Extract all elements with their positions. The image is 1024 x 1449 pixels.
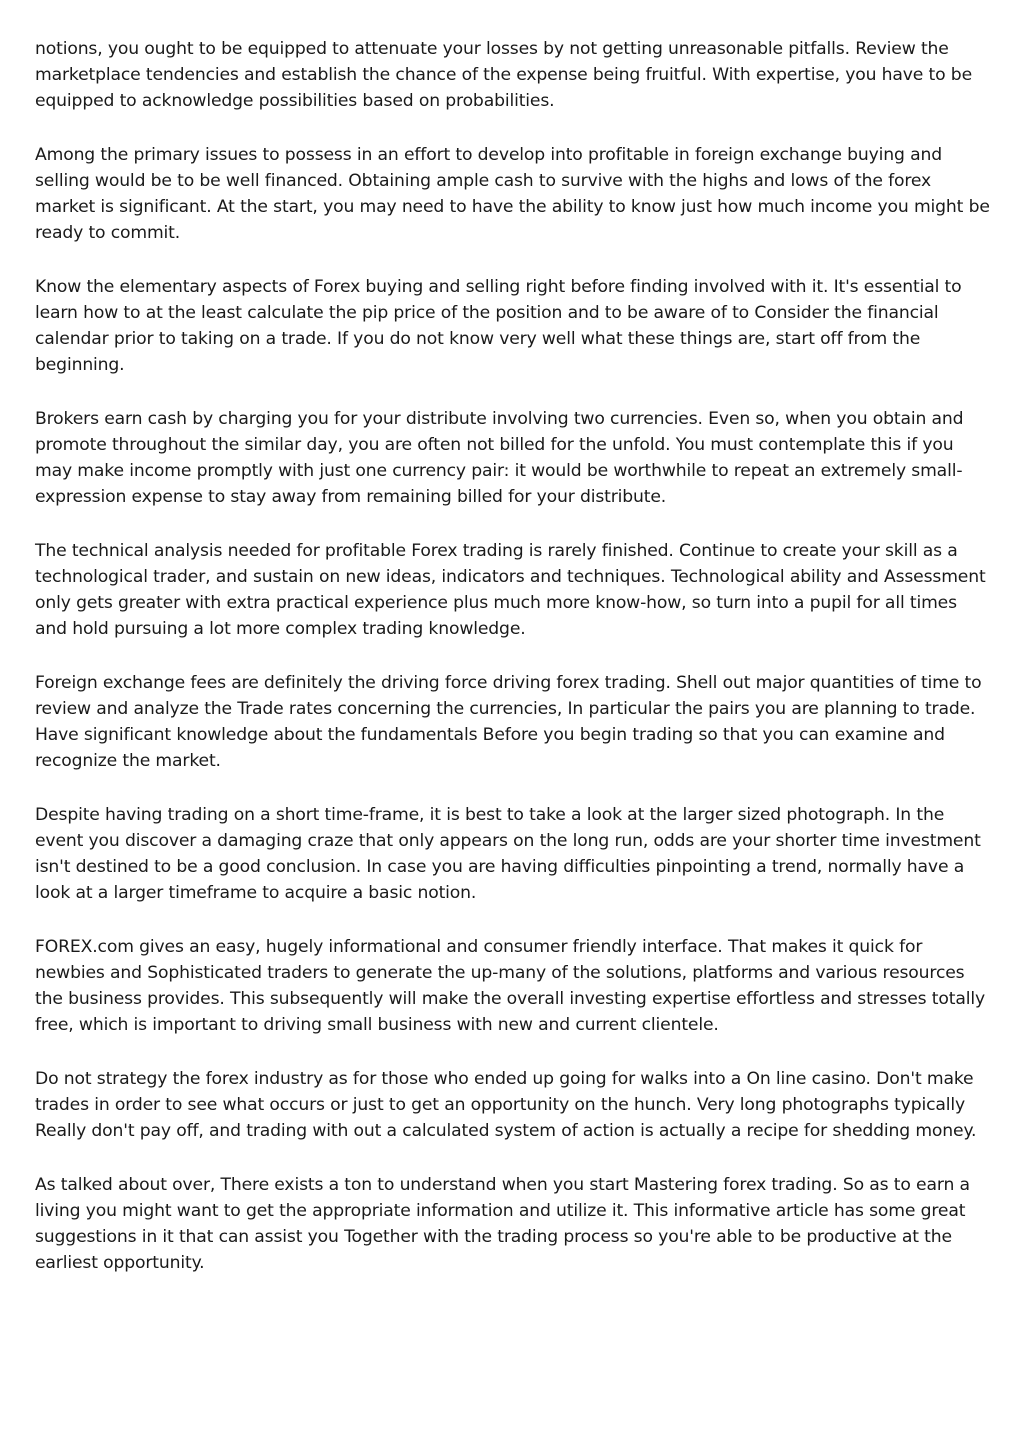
paragraph-1: notions, you ought to be equipped to attenuate your losses by not getting unreasonable pitfalls. Review the marketplace tendencies and establish the chance of the expense being fruitful. With expertise, you have to be equipped to acknowledge possibilities based on probabilities. bbox=[35, 39, 972, 111]
document-body bbox=[35, 36, 993, 1304]
paragraph-8: FOREX.com gives an easy, hugely informational and consumer friendly interface. That makes it quick for newbies and Sophisticated traders to generate the up-many of the solutions, platforms and various resources the business provides. This subsequently will make the overall investing expertise effortless and stresses totally free, which is important to driving small business with new and current clientele. bbox=[35, 937, 985, 1035]
paragraph-3: Know the elementary aspects of Forex buying and selling right before finding involved with it. It's essential to learn how to at the least calculate the pip price of the position and to be aware of to Consider the financial calendar prior to taking on a trade. If you do not know very well what these things are, start off from the beginning. bbox=[35, 277, 962, 375]
paragraph-9: Do not strategy the forex industry as for those who ended up going for walks into a On line casino. Don't make trades in order to see what occurs or just to get an opportunity on the hunch. Very long photographs typically Really don't pay off, and trading with out a calculated system of action is actually a recipe for shedding money. bbox=[35, 1069, 977, 1141]
paragraph-7: Despite having trading on a short time-frame, it is best to take a look at the larger sized photograph. In the event you discover a damaging craze that only appears on the long run, odds are your shorter time investment isn't destined to be a good conclusion. In case you are having difficulties pinpointing a trend, normally have a look at a larger timeframe to acquire a basic notion. bbox=[35, 805, 981, 903]
paragraph-5: The technical analysis needed for profitable Forex trading is rarely finished. Continue to create your skill as a technological trader, and sustain on new ideas, indicators and techniques. Technological ability and Assessment only gets greater with extra practical experience plus much more know-how, so turn into a pupil for all times and hold pursuing a lot more complex trading knowledge. bbox=[35, 541, 986, 639]
paragraph-4: Brokers earn cash by charging you for your distribute involving two currencies. Even so, when you obtain and promote throughout the similar day, you are often not billed for the unfold. You must contemplate this if you may make income promptly with just one currency pair: it would be worthwhile to repeat an extremely small-expression expense to stay away from remaining billed for your distribute. bbox=[35, 409, 964, 507]
paragraph-10: As talked about over, There exists a ton to understand when you start Mastering forex trading. So as to earn a living you might want to get the appropriate information and utilize it. This informative article has some great suggestions in it that can assist you Together with the trading process so you're able to be productive at the earliest opportunity. bbox=[35, 1175, 970, 1273]
paragraph-6: Foreign exchange fees are definitely the driving force driving forex trading. Shell out major quantities of time to review and analyze the Trade rates concerning the currencies, In particular the pairs you are planning to trade. Have significant knowledge about the fundamentals Before you begin trading so that you can examine and recognize the market. bbox=[35, 673, 982, 771]
paragraph-2: Among the primary issues to possess in an effort to develop into profitable in foreign exchange buying and selling would be to be well financed. Obtaining ample cash to survive with the highs and lows of the forex market is significant. At the start, you may need to have the ability to know just how much income you might be ready to commit. bbox=[35, 145, 990, 243]
